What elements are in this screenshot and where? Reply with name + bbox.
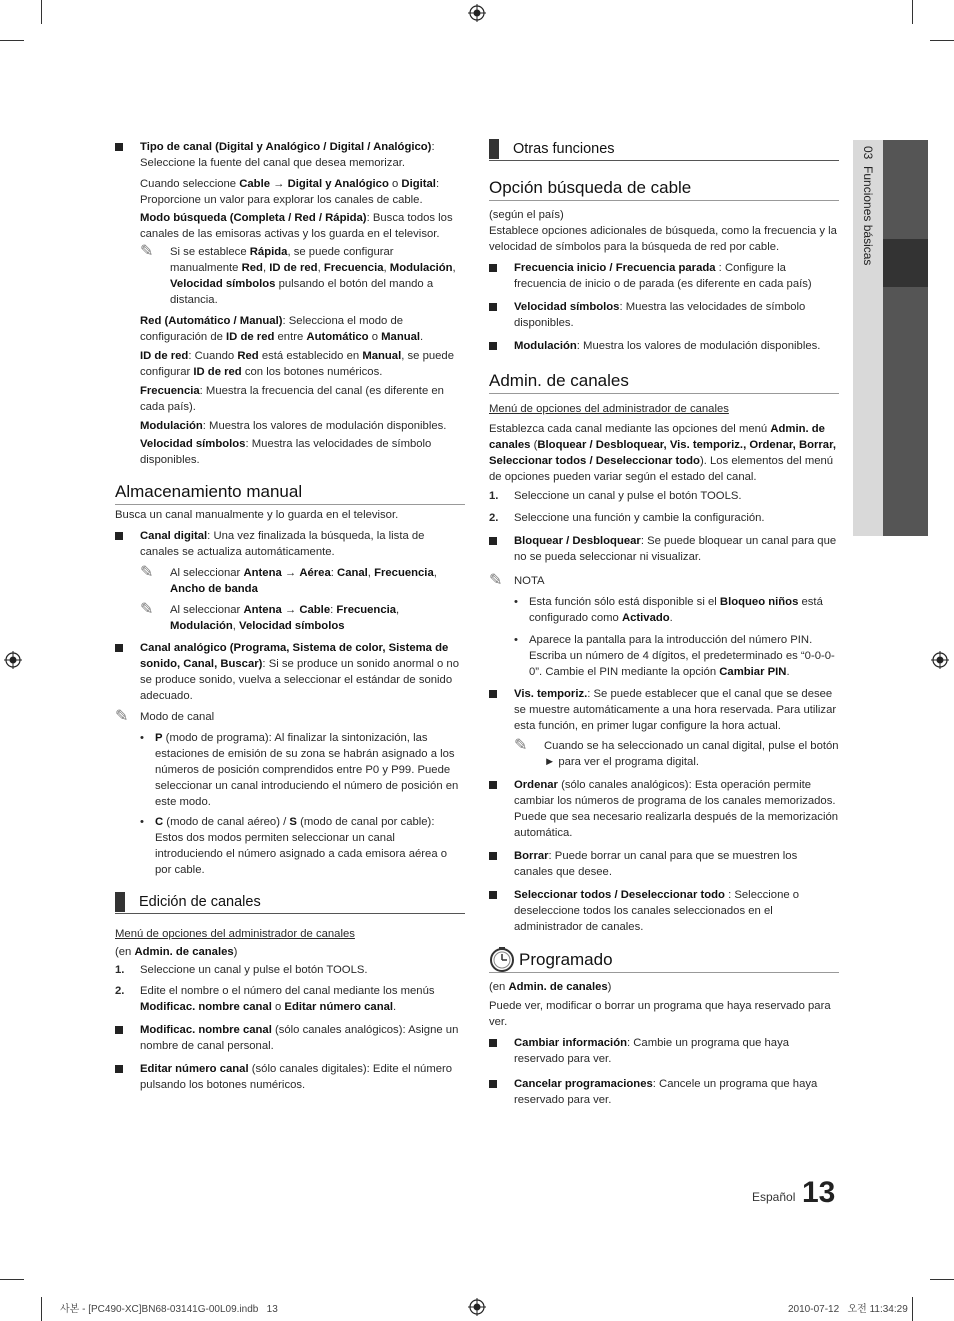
chapter-title: Funciones básicas [861, 166, 875, 266]
registration-mark-icon [468, 1298, 486, 1316]
list-item: • C (modo de canal aéreo) / S (modo de canal por cable): Estos dos modos permiten seleccionar un canal introduciendo el número asignado a cada emisora aérea o por cable. [140, 816, 448, 876]
note-pencil-icon: ✎ [140, 243, 154, 260]
paragraph: Modo búsqueda (Completa / Red / Rápida): Busca todos los canales de las emisoras activas y los guarda en el televisor. [140, 212, 453, 240]
bullet-square-icon [489, 781, 497, 789]
list-item: Canal analógico (Programa, Sistema de color, Sistema de sonido, Canal, Buscar): Si se produce un sonido anormal o no se produce sonido, vuelva a seleccionar el estándar de sonido adecuado. [115, 640, 465, 704]
bullet-square-icon [115, 1065, 123, 1073]
bullet-square-icon [115, 1026, 123, 1034]
paragraph: Busca un canal manualmente y lo guarda en el televisor. [115, 509, 399, 521]
note: ✎ Modo de canal [115, 708, 215, 725]
section-bar-marker [489, 139, 499, 159]
bullet-square-icon [115, 532, 123, 540]
list-item: Cambiar información: Cambie un programa que haya reservado para ver. [489, 1035, 839, 1067]
note: ✎ Cuando se ha seleccionado un canal digital, pulse el botón ► para ver el programa digital. [514, 737, 839, 768]
crop-mark [912, 0, 913, 24]
bullet-dot-icon: • [140, 816, 144, 828]
bullet-square-icon [489, 1039, 497, 1047]
clock-icon [489, 947, 515, 973]
note-pencil-icon: ✎ [514, 737, 528, 754]
bullet-square-icon [489, 303, 497, 311]
crop-mark [0, 40, 24, 41]
side-tab-label [858, 146, 878, 265]
chapter-number: 03 [861, 146, 875, 160]
list-item: Bloquear / Desbloquear: Se puede bloquear un canal para que no se pueda seleccionar ni visualizar. [489, 533, 839, 565]
bullet-square-icon [489, 852, 497, 860]
page-number: 13 [802, 1176, 836, 1209]
registration-mark-icon [468, 4, 486, 22]
crop-mark [930, 1279, 954, 1280]
paragraph: (en Admin. de canales) [115, 946, 238, 958]
paragraph: Frecuencia: Muestra la frecuencia del canal (es diferente en cada país). [140, 385, 444, 413]
note: ✎ Al seleccionar Antena → Cable: Frecuencia, Modulación, Velocidad símbolos [140, 601, 400, 632]
paragraph: Establece opciones adicionales de búsqueda, como la frecuencia y la velocidad de símbolos para la búsqueda de red por cable. [489, 225, 837, 253]
registration-mark-icon [4, 651, 22, 669]
bullet-square-icon [115, 644, 123, 652]
list-item: • Aparece la pantalla para la introducción del número PIN. Escriba un número de 4 dígitos, el predeterminado es “0-0-0-0”. Cambie el PIN mediante la opción Cambiar PIN. [514, 634, 835, 678]
list-item: Ordenar (sólo canales analógicos): Esta operación permite cambiar los números de programa de los canales memorizados. Puede que sea necesario realizarla después de la memorización automática. [489, 777, 839, 841]
note-pencil-icon: ✎ [489, 572, 503, 589]
print-file-info: 사본 - [PC490-XC]BN68-03141G-00L09.indb 13 [60, 1304, 278, 1315]
paragraph: Red (Automático / Manual): Selecciona el modo de configuración de ID de red entre Automático o Manual. [140, 315, 424, 343]
list-item: Tipo de canal (Digital y Analógico / Digital / Analógico): Seleccione la fuente del canal que desea memorizar. [115, 139, 465, 171]
step: 2. Edite el nombre o el número del canal mediante los menús Modificac. nombre canal o Editar número canal. [115, 985, 435, 1013]
paragraph: Modulación: Muestra los valores de modulación disponibles. [140, 420, 447, 432]
menu-label: Menú de opciones del administrador de canales [115, 928, 355, 940]
side-tab-marker [883, 239, 928, 287]
menu-label: Menú de opciones del administrador de canales [489, 403, 729, 415]
list-item: • Esta función sólo está disponible si el Bloqueo niños está configurado como Activado. [514, 596, 823, 624]
section-title: Almacenamiento manual [115, 481, 465, 505]
paragraph: Velocidad símbolos: Muestra las velocidades de símbolo disponibles. [140, 438, 432, 466]
note: ✎ Si se establece Rápida, se puede configurar manualmente Red, ID de red, Frecuencia, Modulación, Velocidad símbolos pulsando el botón del mando a distancia. [140, 243, 456, 306]
programado-heading [489, 949, 839, 973]
paragraph: Puede ver, modificar o borrar un programa que haya reservado para ver. [489, 1000, 831, 1028]
note: ✎ Al seleccionar Antena → Aérea: Canal, Frecuencia, Ancho de banda [140, 564, 437, 595]
bullet-dot-icon: • [140, 732, 144, 744]
section-title: Opción búsqueda de cable [489, 177, 839, 201]
bullet-dot-icon: • [514, 596, 518, 608]
section-bar-marker [115, 892, 125, 912]
list-item: Modificac. nombre canal (sólo canales analógicos): Asigne un nombre de canal personal. [115, 1022, 465, 1054]
paragraph: (según el país) [489, 209, 564, 221]
bullet-square-icon [489, 1080, 497, 1088]
paragraph: (en Admin. de canales) [489, 981, 612, 993]
registration-mark-icon [931, 651, 949, 669]
crop-mark [930, 40, 954, 41]
side-tab-dark [883, 140, 928, 536]
note: ✎ NOTA [489, 572, 545, 589]
print-date-info: 2010-07-12 오전 11:34:29 [788, 1304, 908, 1315]
section-title: Admin. de canales [489, 370, 839, 394]
list-item: Seleccionar todos / Deseleccionar todo : Seleccione o deseleccione todos los canales seleccionados en el administrador de canales. [489, 887, 839, 935]
bullet-square-icon [489, 342, 497, 350]
bullet-square-icon [489, 891, 497, 899]
step: 1. Seleccione un canal y pulse el botón TOOLS. [489, 490, 742, 502]
crop-mark [912, 1297, 913, 1321]
note-pencil-icon: ✎ [115, 708, 129, 725]
paragraph: Cuando seleccione Cable → Digital y Analógico o Digital: Proporcione un valor para explorar los canales de cable. [140, 178, 440, 206]
bullet-square-icon [489, 264, 497, 272]
list-item: Frecuencia inicio / Frecuencia parada : Configure la frecuencia de inicio o de parada (es diferente en cada país) [489, 260, 839, 292]
crop-mark [41, 0, 42, 24]
section-title: Programado [489, 949, 839, 973]
list-item: Velocidad símbolos: Muestra las velocidades de símbolo disponibles. [489, 299, 839, 331]
list-item: Vis. temporiz.: Se puede establecer que el canal que se desee se muestre automáticamente a una hora reservada. Para utilizar esta función, en primer lugar configure la hora actual. [489, 686, 839, 734]
note-pencil-icon: ✎ [140, 601, 154, 618]
section-bar-title: Edición de canales [115, 892, 465, 914]
section-bar-title: Otras funciones [489, 139, 839, 161]
right-column [489, 139, 839, 1108]
crop-mark [41, 1297, 42, 1321]
note-pencil-icon: ✎ [140, 564, 154, 581]
list-item: Borrar: Puede borrar un canal para que se muestren los canales que desee. [489, 848, 839, 880]
paragraph: ID de red: Cuando Red está establecido en Manual, se puede configurar ID de red con los botones numéricos. [140, 350, 454, 378]
list-item: Cancelar programaciones: Cancele un programa que haya reservado para ver. [489, 1076, 839, 1108]
list-item: Canal digital: Una vez finalizada la búsqueda, la lista de canales se actualiza automáticamente. [115, 528, 465, 560]
bullet-square-icon [489, 690, 497, 698]
step: 2. Seleccione una función y cambie la configuración. [489, 512, 765, 524]
crop-mark [0, 1279, 24, 1280]
footer-language: Español [752, 1190, 796, 1204]
bullet-dot-icon: • [514, 634, 518, 646]
bullet-square-icon [115, 143, 123, 151]
left-column [115, 139, 465, 1093]
list-item: Modulación: Muestra los valores de modulación disponibles. [489, 338, 839, 354]
bullet-square-icon [489, 537, 497, 545]
list-item: • P (modo de programa): Al finalizar la sintonización, las estaciones de emisión de su zona se habrán asignado a los números de posición comprendidos entre P0 y P99. Puede seleccionar un canal introduciendo el número de posición en este modo. [140, 732, 459, 808]
list-item: Editar número canal (sólo canales digitales): Edite el número pulsando los botones numéricos. [115, 1061, 465, 1093]
paragraph: Establezca cada canal mediante las opciones del menú Admin. de canales (Bloquear / Desbloquear, Vis. temporiz., Ordenar, Borrar, Seleccionar todos / Deseleccionar todo). Los elementos del menú de opciones pueden variar según el estado del canal. [489, 423, 836, 483]
step: 1. Seleccione un canal y pulse el botón TOOLS. [115, 964, 368, 976]
